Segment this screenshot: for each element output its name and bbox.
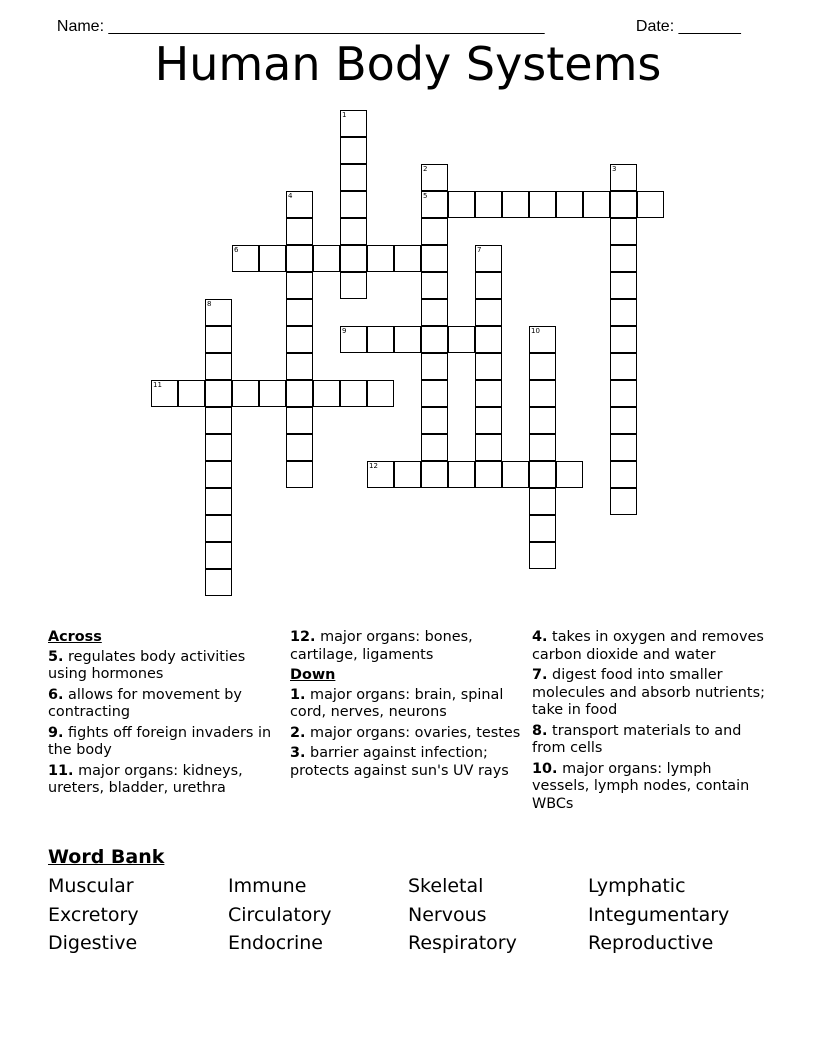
clue-down-8 [532,723,766,758]
crossword-cell[interactable] [286,191,313,218]
clue-text: digest food into smaller molecules and absorb nutrients; take in food [532,667,765,718]
crossword-cell[interactable] [205,569,232,596]
crossword-cell[interactable] [367,245,394,272]
crossword-cell[interactable] [475,299,502,326]
crossword-cell[interactable] [340,191,367,218]
crossword-cell[interactable] [205,353,232,380]
clue-across-12 [290,629,524,664]
name-blank[interactable]: _________________________________________________ [108,18,545,35]
page-title: Human Body Systems [154,37,662,91]
crossword-cell[interactable] [286,218,313,245]
word-bank-item: Integumentary [588,904,730,926]
crossword-cell[interactable] [367,380,394,407]
word-bank-item: Skeletal [408,875,484,897]
clue-number-label: 7 [477,246,482,254]
word-bank-item: Nervous [408,904,487,926]
crossword-cell[interactable] [205,542,232,569]
crossword-cell[interactable] [610,380,637,407]
clue-text: major organs: lymph vessels, lymph nodes, contain WBCs [532,760,750,812]
word-bank-item: Circulatory [228,904,332,926]
crossword-cell[interactable] [529,353,556,380]
clue-number-label: 4 [288,192,293,200]
crossword-cell[interactable] [475,407,502,434]
clue-text: major organs: kidneys, ureters, bladder, urethra [48,762,243,796]
crossword-cell[interactable] [340,110,367,137]
clues-column-2 [290,629,524,783]
crossword-cell[interactable] [502,461,529,488]
crossword-cell[interactable] [529,488,556,515]
crossword-cell[interactable] [502,191,529,218]
date-blank[interactable]: _______ [678,18,741,35]
crossword-cell[interactable] [286,380,313,407]
clue-text: takes in oxygen and removes carbon dioxide and water [532,629,764,663]
crossword-cell[interactable] [610,353,637,380]
clue-number: 3. [290,745,306,761]
crossword-cell[interactable] [610,299,637,326]
clue-number: 10. [532,760,558,777]
clue-text: transport materials to and from cells [532,722,742,756]
crossword-cell[interactable] [205,434,232,461]
crossword-cell[interactable] [286,326,313,353]
crossword-cell[interactable] [421,164,448,191]
crossword-cell[interactable] [475,434,502,461]
crossword-cell[interactable] [286,299,313,326]
crossword-cell[interactable] [448,326,475,353]
clue-number-label: 1 [342,111,347,119]
crossword-cell[interactable] [610,488,637,515]
crossword-cell[interactable] [475,326,502,353]
clue-down-10 [532,761,766,814]
crossword-cell[interactable] [475,461,502,488]
crossword-cell[interactable] [394,461,421,488]
crossword-cell[interactable] [340,380,367,407]
clue-number-label: 6 [234,246,239,254]
clue-number-label: 12 [369,462,378,470]
crossword-cell[interactable] [475,245,502,272]
crossword-cell[interactable] [340,137,367,164]
crossword-cell[interactable] [286,461,313,488]
crossword-cell[interactable] [529,515,556,542]
crossword-cell[interactable] [421,218,448,245]
crossword-cell[interactable] [610,434,637,461]
crossword-cell[interactable] [394,245,421,272]
crossword-cell[interactable] [421,353,448,380]
clue-text: major organs: bones, cartilage, ligaments [290,629,473,663]
crossword-cell[interactable] [610,164,637,191]
crossword-cell[interactable] [421,326,448,353]
crossword-cell[interactable] [529,191,556,218]
word-bank-title: Word Bank [48,846,165,868]
crossword-cell[interactable] [205,326,232,353]
crossword-cell[interactable] [205,299,232,326]
crossword-cell[interactable] [205,380,232,407]
crossword-cell[interactable] [232,380,259,407]
crossword-cell[interactable] [421,299,448,326]
word-bank-item: Endocrine [228,932,323,954]
word-bank-item: Digestive [48,932,138,954]
crossword-cell[interactable] [286,272,313,299]
down-heading: Down [290,667,336,683]
crossword-cell[interactable] [421,272,448,299]
clue-text: major organs: brain, spinal cord, nerves, neurons [290,686,504,720]
crossword-cell[interactable] [313,380,340,407]
clue-number: 9. [48,724,64,741]
crossword-cell[interactable] [448,191,475,218]
crossword-cell[interactable] [529,407,556,434]
clue-down-3 [290,745,524,780]
crossword-cell[interactable] [340,218,367,245]
crossword-cell[interactable] [286,434,313,461]
clue-down-2 [290,725,524,743]
crossword-cell[interactable] [529,326,556,353]
crossword-cell[interactable] [286,407,313,434]
crossword-cell[interactable] [529,380,556,407]
crossword-cell[interactable] [205,488,232,515]
clue-down-1 [290,687,524,722]
word-bank-item: Immune [228,875,307,897]
crossword-cell[interactable] [151,380,178,407]
crossword-cell[interactable] [475,191,502,218]
crossword-cell[interactable] [421,407,448,434]
clue-number-label: 3 [612,165,617,173]
date-label: Date: [635,18,679,35]
crossword-cell[interactable] [259,380,286,407]
crossword-cell[interactable] [286,353,313,380]
clue-number-label: 9 [342,327,347,335]
clue-number: 7. [532,667,548,683]
crossword-cell[interactable] [610,461,637,488]
crossword-cell[interactable] [259,245,286,272]
crossword-cell[interactable] [340,326,367,353]
crossword-cell[interactable] [232,245,259,272]
clue-number-label: 10 [531,327,540,335]
clue-across-6 [48,687,282,722]
clue-number: 2. [290,724,306,741]
crossword-cell[interactable] [529,461,556,488]
clue-down-4 [532,629,766,664]
crossword-cell[interactable] [421,434,448,461]
crossword-cell[interactable] [205,515,232,542]
clues-column-1 [48,629,282,801]
clue-across-11 [48,763,282,798]
crossword-cell[interactable] [367,461,394,488]
crossword-cell[interactable] [475,380,502,407]
clue-text: regulates body activities using hormones [48,648,246,682]
clue-number: 8. [532,722,548,739]
clue-text: allows for movement by contracting [48,686,242,720]
crossword-cell[interactable] [421,245,448,272]
crossword-cell[interactable] [610,245,637,272]
clue-number: 5. [48,648,64,665]
crossword-cell[interactable] [421,380,448,407]
crossword-cell[interactable] [394,326,421,353]
crossword-cell[interactable] [178,380,205,407]
clue-across-9 [48,725,282,760]
word-bank-item: Respiratory [408,932,517,954]
crossword-cell[interactable] [637,191,664,218]
crossword-cell[interactable] [205,407,232,434]
crossword-cell[interactable] [421,191,448,218]
clue-number: 1. [290,686,306,703]
crossword-cell[interactable] [529,542,556,569]
crossword-cell[interactable] [583,191,610,218]
clue-down-7 [532,667,766,720]
clue-number: 4. [532,629,548,645]
clue-text: barrier against infection; protects against sun's UV rays [290,745,509,779]
clue-text: fights off foreign invaders in the body [48,724,272,758]
crossword-cell[interactable] [556,191,583,218]
crossword-cell[interactable] [340,164,367,191]
clue-number-label: 5 [423,192,428,200]
crossword-cell[interactable] [610,272,637,299]
crossword-cell[interactable] [610,218,637,245]
name-label: Name: [56,18,109,35]
crossword-cell[interactable] [475,272,502,299]
crossword-cell[interactable] [448,461,475,488]
crossword-cell[interactable] [610,326,637,353]
crossword-cell[interactable] [340,272,367,299]
across-heading: Across [48,629,102,645]
clue-number: 11. [48,762,74,779]
clue-number: 6. [48,686,64,703]
clue-across-5 [48,649,282,684]
crossword-cell[interactable] [286,245,313,272]
clue-number-label: 2 [423,165,428,173]
word-bank-item: Muscular [48,875,134,897]
word-bank-item: Lymphatic [588,875,686,897]
crossword-cell[interactable] [610,407,637,434]
crossword-cell[interactable] [367,326,394,353]
crossword-cell[interactable] [610,191,637,218]
word-bank-item: Reproductive [588,932,714,954]
clue-text: major organs: ovaries, testes [305,724,521,741]
clue-number-label: 11 [153,381,162,389]
crossword-cell[interactable] [529,434,556,461]
crossword-cell[interactable] [475,353,502,380]
clue-number-label: 8 [207,300,212,308]
crossword-cell[interactable] [556,461,583,488]
clues-column-3 [532,629,766,816]
crossword-cell[interactable] [340,245,367,272]
crossword-cell[interactable] [421,461,448,488]
clue-number: 12. [290,629,316,645]
word-bank-item: Excretory [48,904,139,926]
crossword-cell[interactable] [313,245,340,272]
crossword-cell[interactable] [205,461,232,488]
